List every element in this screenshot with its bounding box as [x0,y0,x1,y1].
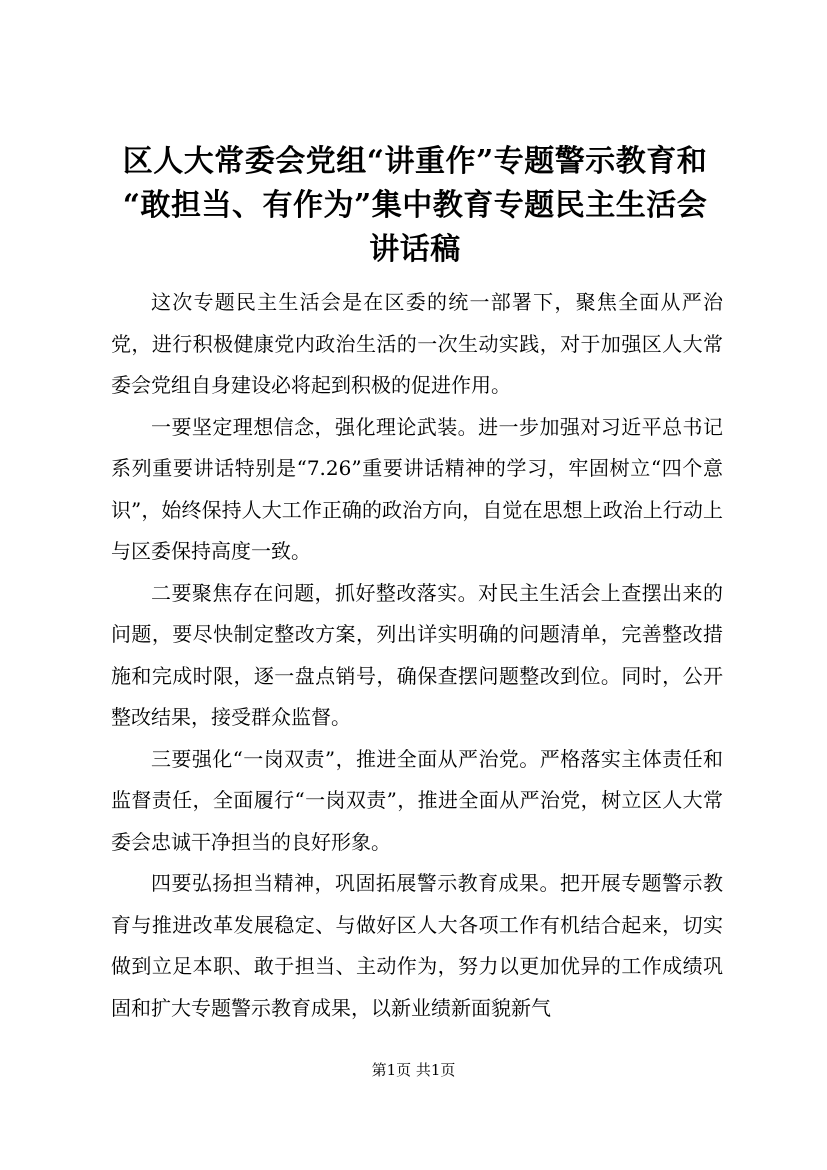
paragraph-intro: 这次专题民主生活会是在区委的统一部署下，聚焦全面从严治党，进行积极健康党内政治生活的一次生动实践，对于加强区人大常委会党组自身建设必将起到积极的促进作用。 [111,290,723,397]
document-body [111,282,723,1029]
document-title [100,140,730,272]
paragraph-point-3: 三要强化“一岗双责”，推进全面从严治党。严格落实主体责任和监督责任，全面履行“一岗双责”，推进全面从严治党，树立区人大常委会忠诚干净担当的良好形象。 [111,746,723,854]
title-line-3: 讲话稿 [369,232,461,267]
paragraph-point-1: 一要坚定理想信念，强化理论武装。进一步加强对习近平总书记系列重要讲话特别是“7.26”重要讲话精神的学习，牢固树立“四个意识”，始终保持人大工作正确的政治方向，自觉在思想上政治上行动上与区委保持高度一致。 [111,414,723,563]
title-line-1: 区人大常委会党组“讲重作”专题警示教育和 [122,144,708,179]
title-line-2: “敢担当、有作为”集中教育专题民主生活会 [122,188,708,223]
paragraph-point-4: 四要弘扬担当精神，巩固拓展警示教育成果。把开展专题警示教育与推进改革发展稳定、与做好区人大各项工作有机结合起来，切实做到立足本职、敢于担当、主动作为，努力以更加优异的工作成绩巩固和扩大专题警示教育成果，以新业绩新面貌新气 [111,871,723,1020]
page-number-footer: 第1页 共1页 [371,1061,456,1079]
paragraph-point-2: 二要聚焦存在问题，抓好整改落实。对民主生活会上查摆出来的问题，要尽快制定整改方案，列出详实明确的问题清单，完善整改措施和完成时限，逐一盘点销号，确保查摆问题整改到位。同时，公开整改结果，接受群众监督。 [111,580,723,729]
